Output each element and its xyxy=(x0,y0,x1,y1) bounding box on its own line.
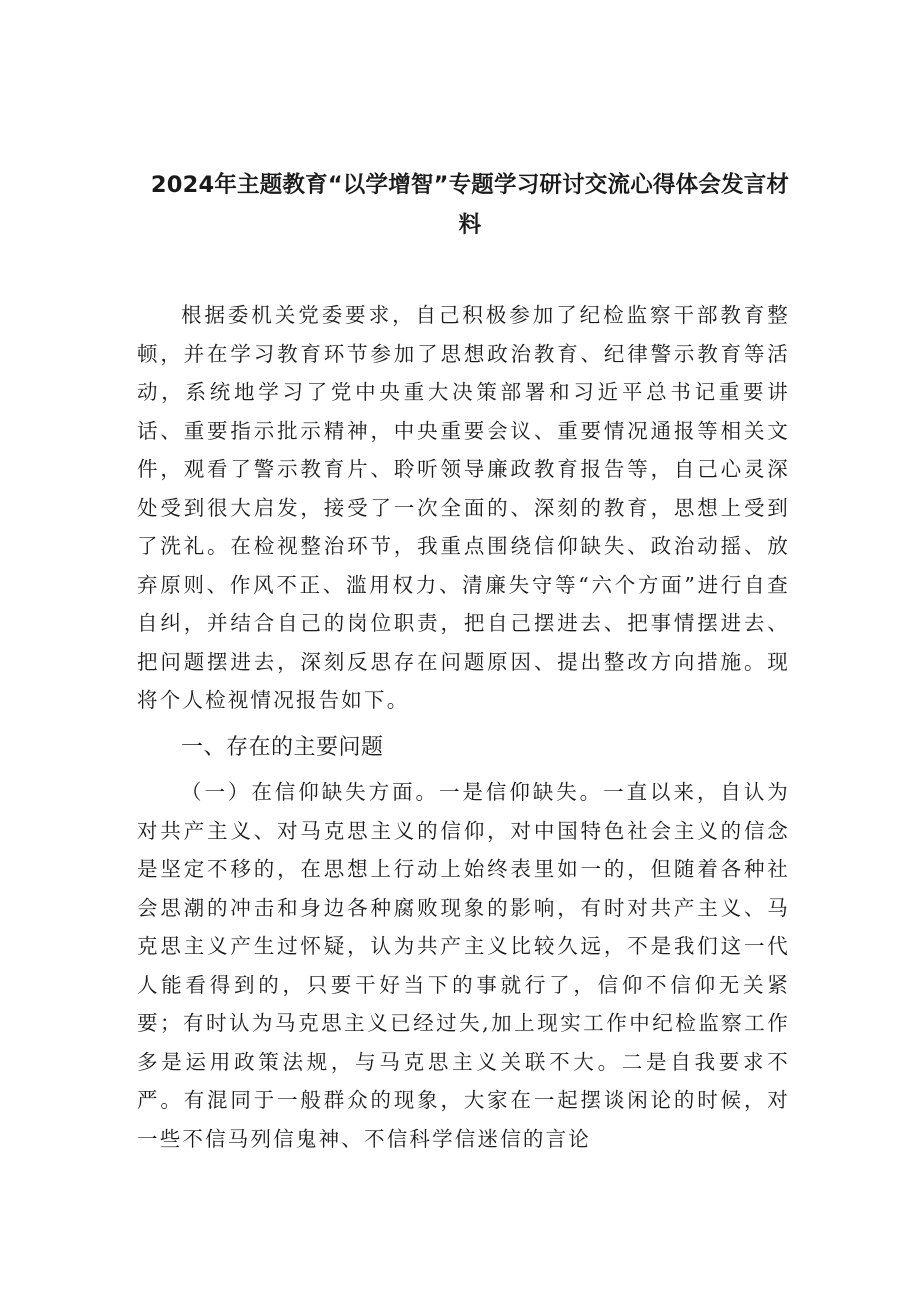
document-title: 2024年主题教育“以学增智”专题学习研讨交流心得体会发言材料 xyxy=(150,172,790,238)
intro-paragraph: 根据委机关党委要求，自己积极参加了纪检监察干部教育整顿，并在学习教育环节参加了思想政治教育、纪律警示教育等活动，系统地学习了党中央重大决策部署和习近平总书记重要讲话、重要指示批示精神，中央重要会议、重要情况通报等相关文件，观看了警示教育片、聆听领导廉政教育报告等，自己心灵深处受到很大启发，接受了一次全面的、深刻的教育，思想上受到了洗礼。在检视整治环节，我重点围绕信仰缺失、政治动摇、放弃原则、作风不正、滥用权力、清廉失守等“六个方面”进行自查自纠，并结合自己的岗位职责，把自己摆进去、把事情摆进去、把问题摆进去，深刻反思存在问题原因、提出整改方向措施。现将个人检视情况报告如下。 xyxy=(137,303,790,712)
problem-paragraph: （一）在信仰缺失方面。一是信仰缺失。一直以来，自认为对共产主义、对马克思主义的信仰，对中国特色社会主义的信念是坚定不移的，在思想上行动上始终表里如一的，但随着各种社会思潮的冲击和身边各种腐败现象的影响，有时对共产主义、马克思主义产生过怀疑，认为共产主义比较久远，不是我们这一代人能看得到的，只要干好当下的事就行了，信仰不信仰无关紧要；有时认为马克思主义已经过失,加上现实工作中纪检监察工作多是运用政策法规，与马克思主义关联不大。二是自我要求不严。有混同于一般群众的现象，大家在一起摆谈闲论的时候，对一些不信马列信鬼神、不信科学信迷信的言论 xyxy=(137,780,790,1151)
section-heading: 一、存在的主要问题 xyxy=(181,735,384,760)
